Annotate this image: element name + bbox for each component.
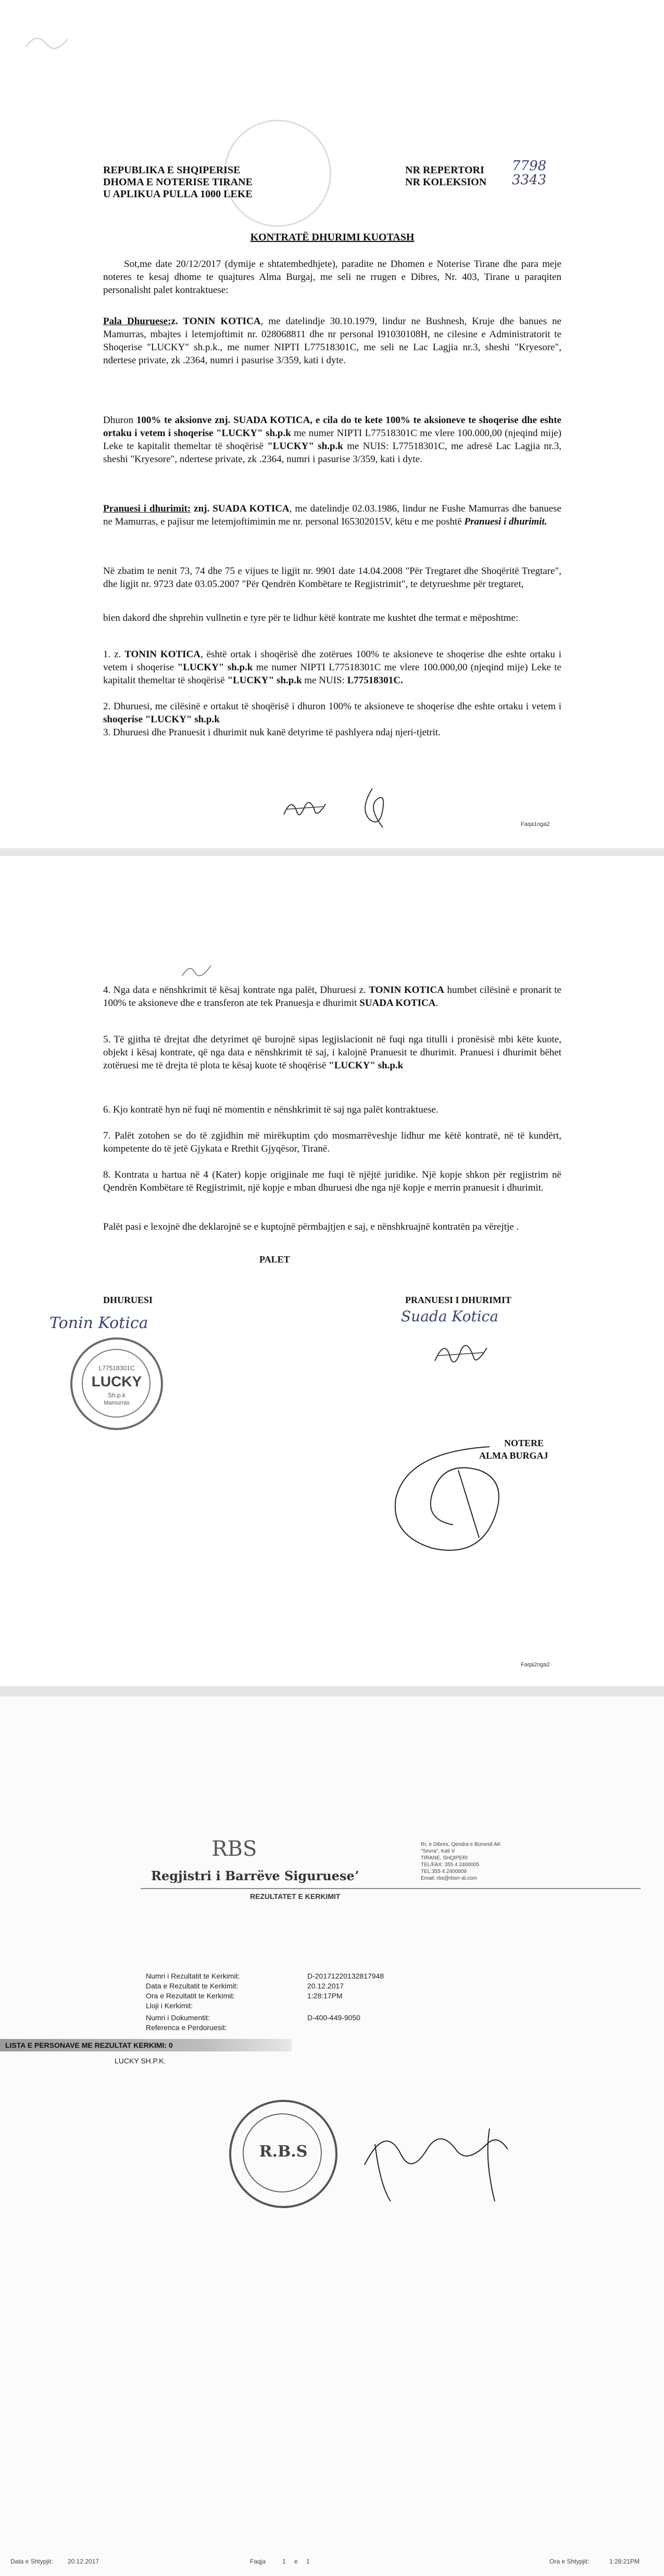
pranues-lead: Pranuesi i dhurimit:: [103, 503, 191, 514]
footer-page-sep: e: [294, 2558, 298, 2565]
footer-time-label: Ora e Shtypjit:: [549, 2558, 590, 2565]
notere-name: ALMA BURGAJ: [479, 1450, 548, 1461]
item-2: [103, 700, 561, 726]
row-label: Ora e Rezultatit te Kerkimit:: [146, 1992, 235, 2000]
header-right: [405, 158, 572, 188]
address-line: Rr. e Dibres, Qendra e Biznesit AK: [421, 1842, 501, 1847]
repertori-label: NR REPERTORI: [405, 164, 484, 176]
intro-paragraph: Sot,me date 20/12/2017 (dymije e shtatembedhjete), paradite ne Dhomen e Noterise Tirane dhe para meje noteres te kesaj dhome te quajtures Alma Burgaj, me seli ne rrugen e Dibres, Nr. 403, Tirane u paraqiten personalisht palet kontraktuese:: [103, 259, 561, 296]
palet-heading: PALET: [259, 1254, 290, 1265]
footer-page-total: 1: [306, 2558, 310, 2565]
page-gap-2: [0, 1686, 664, 1697]
table-row: [146, 1971, 510, 1981]
page-3-rbs: [0, 1697, 664, 2576]
stamp-line-shpk: Sh.p.k: [107, 1392, 126, 1399]
item-1: [103, 648, 561, 687]
pranues-details: , me datelindje 02.03.1986, lindur ne Fushe Mamurras dhe banuese ne Mamurras, e pajisur me letemjoftimimin me nr. personal I65302015V, këtu e me poshtë: [103, 503, 561, 527]
pala-dhuruese-paragraph: [103, 315, 561, 367]
corner-mark-icon: [21, 26, 73, 62]
notere-heading: NOTERE: [504, 1438, 544, 1448]
item5-b: "LUCKY" sh.p.k: [329, 1060, 404, 1071]
pranues-heading: PRANUESI I DHURIMIT: [405, 1295, 512, 1305]
address-line: TEL:355 4 2400009: [421, 1869, 467, 1874]
page-2-label: Faqa2nga2: [521, 1662, 550, 1668]
row-value: 20.12.2017: [307, 1982, 344, 1990]
notary-signature-icon: [385, 1439, 552, 1553]
dhuron-lead: Dhuron: [103, 415, 136, 426]
footer-page: 1: [282, 2558, 286, 2565]
item1-c: , është ortak i shoqërisë dhe zotërues 100% te aksioneve te shoqerise dhe eshte ortaku i vetem i shoqerise: [103, 649, 562, 673]
row-value: D-20171220132817948: [307, 1972, 384, 1980]
table-row: [146, 1981, 510, 1991]
margin-scribble-icon: [180, 960, 216, 981]
item4-a: 4. Nga data e nënshkrimit të kësaj kontrate nga palët, Dhuruesi z.: [103, 985, 369, 996]
signature-pranues: Suada Kotica: [401, 1308, 499, 1325]
item-8: 8. Kontrata u hartua në 4 (Kater) kopje origjinale me fuqi të njëjtë juridike. Një kopje shkon për regjistrim në Qendrën Kombëtare të Regjistrimit, një kopje e mban dhuruesi dhe nga një kopje e merrin pranuesit i dhurimit.: [103, 1169, 561, 1193]
address-line: TIRANE, SHQIPERI: [421, 1855, 468, 1861]
item1-a: 1. z.: [103, 649, 125, 660]
lucky-company-stamp: [70, 1337, 163, 1430]
dhuruesi-heading: DHURUESI: [103, 1295, 153, 1305]
table-row: [146, 1991, 510, 2001]
dhuron-bold: 100% te aksionve znj. SUADA KOTICA, e cila do te kete 100% te aksioneve te shoqerise dhe eshte ortaku i vetem i shoqerise "LUCKY" sh.p.k: [103, 415, 561, 439]
header-left: [103, 164, 364, 200]
table-row: [146, 2023, 510, 2033]
dhuron-tail: me NUIS: L77518301C, me adresë Lac Lagjia nr.3, sheshi "Kryesore", ndertese private, zk .2364, numri i pasurise 3/359, kati i dyte.: [103, 441, 561, 465]
row-label: Data e Rezultatit te Kerkimit:: [146, 1982, 239, 1990]
item4-c: humbet cilësinë e pronarit te 100% te aksioneve dhe e transferon ate tek Pranuesja e dhurimit: [103, 985, 562, 1009]
list-title: LISTA E PERSONAVE ME REZULTAT KERKIMI: 0: [5, 2041, 173, 2049]
law-paragraph: Në zbatim te nenit 73, 74 dhe 75 e vijues te ligjit nr. 9901 date 14.04.2008 "Për Tregtaret dhe Shoqëritë Tregtare", dhe ligjit nr. 9723 date 03.05.2007 "Për Qendrën Kombëtare te Regjistrimit", te detyrueshme për tregtaret,: [103, 566, 561, 590]
item-3: 3. Dhuruesi dhe Pranuesit i dhurimit nuk kanë detyrime të pashlyera ndaj njeri-tjetrit.: [103, 727, 441, 738]
address-line: Email: rbs@rbsrr-al.com: [421, 1876, 477, 1881]
koleksion-value: 3343: [512, 172, 547, 188]
rbs-logo-letters: RBS: [211, 1837, 257, 1861]
address-line: TEL/FAX: 355 4 2400005: [421, 1862, 480, 1868]
table-row: [146, 2013, 510, 2023]
results-table: [146, 1971, 510, 2033]
rbs-footer: [10, 2558, 656, 2568]
stamp-line-place: Mamurras: [104, 1400, 130, 1406]
item4-e: .: [435, 998, 439, 1009]
signature-dhuruesi-initials: [281, 794, 328, 822]
page-1-label: Faqa1nga2: [521, 821, 550, 827]
header-line-3: U APLIKUA PULLA 1000 LEKE: [103, 188, 253, 200]
item4-b: TONIN KOTICA: [369, 985, 444, 996]
page-gap-1: [0, 848, 664, 856]
footer-page-label: Faqja: [250, 2558, 266, 2565]
item1-b: TONIN KOTICA: [124, 649, 201, 660]
pala-lead: Pala Dhuruese:: [103, 316, 171, 327]
page-2: [0, 856, 664, 1686]
page-1: [0, 0, 664, 848]
koleksion-label: NR KOLEKSION: [405, 176, 487, 188]
rbs-stamp: [229, 2100, 337, 2208]
item-7: 7. Palët zotohen se do të zgjidhin më mirëkuptim çdo mosmarrëveshje lidhur me këtë kontratë, në të kundërt, kompetente do të jetë Gjykata e Rrethit Gjyqësor, Tiranë.: [103, 1130, 561, 1154]
item1-f: "LUCKY" sh.p.k: [227, 675, 302, 686]
row-label: Numri i Dokumentit:: [146, 2013, 210, 2022]
item-5: [103, 1033, 561, 1072]
rbs-logo: [211, 1837, 258, 1863]
item1-d: "LUCKY" sh.p.k: [177, 662, 253, 673]
list-header-bar: [0, 2039, 292, 2051]
pranues-italic: Pranuesi i dhurimit.: [464, 516, 547, 527]
footer-date-label: Data e Shtypjit:: [10, 2558, 53, 2565]
pala-name: z. TONIN KOTICA: [171, 316, 261, 327]
item-4: [103, 984, 561, 1010]
rbs-signature-icon: [354, 2102, 521, 2207]
signature-dhuruesi: Tonin Kotica: [49, 1314, 148, 1332]
pranues-paragraph: [103, 502, 561, 528]
agree-paragraph: bien dakord dhe shprehin vullnetin e tyre për te lidhur këtë kontrate me kushtet dhe termat e mëposhtme:: [103, 613, 519, 623]
row-label: Numri i Rezultatit te Kerkimit:: [146, 1972, 240, 1980]
item4-d: SUADA KOTICA: [359, 998, 436, 1009]
pala-details: , me datelindje 30.10.1979, lindur ne Bushnesh, Kruje dhe banues ne Mamurras, mbajtes i letemjoftimit nr. 028068811 dhe nr personal I91030108H, ne cilesine e Administratorit te Shoqerise "LUCKY" sh.p.k., me numer NIPTI L77518301C, me seli ne Lac Lagjia nr.3, sheshi "Kryesore", ndertese private, zk .2364, numri i pasurise 3/359, kati i dyte.: [103, 316, 561, 366]
row-value: D-400-449-9050: [307, 2013, 360, 2022]
closing-paragraph: Palët pasi e lexojnë dhe deklarojnë se e kuptojnë përmbajtjen e saj, e nënshkruajnë kontratën pa vërejtje .: [103, 1221, 519, 1232]
contract-title: KONTRATË DHURIMI KUOTASH: [250, 232, 415, 243]
dhuron-rest: me numer NIPTI L77518301C me vlere 100.000,00 (njeqind mije) Leke te kapitalit themeltar të shoqërisë: [103, 428, 561, 452]
dhuron-paragraph: [103, 414, 561, 466]
row-label: Referenca e Perdoruesit:: [146, 2023, 227, 2032]
item1-g: me NUIS:: [302, 675, 347, 686]
stamp-line-lucky: LUCKY: [91, 1373, 142, 1389]
item2-b: shoqerise "LUCKY" sh.p.k: [103, 714, 220, 725]
header-line-2: DHOMA E NOTERISE TIRANE: [103, 176, 253, 188]
item2-a: 2. Dhuruesi, me cilësinë e ortakut të shoqërisë i dhuron 100% te aksioneve te shoqerise dhe eshte ortaku i vetem i: [103, 701, 561, 712]
footer-date: 20.12.2017: [68, 2558, 99, 2565]
signature-notary-initials: [354, 786, 391, 830]
rbs-divider: [141, 1888, 641, 1889]
row-value: 1:28:17PM: [307, 1992, 343, 2000]
signature-pranues-initials: [432, 1335, 490, 1371]
list-item: LUCKY SH.P.K.: [115, 2057, 166, 2065]
item1-e: me numer NIPTI L77518301C me vlere 100.000,00 (njeqind mije) Leke te kapitalit themeltar të shoqërisë: [103, 662, 561, 686]
pranues-name: znj. SUADA KOTICA: [191, 503, 290, 514]
rbs-title: Regjistri i Barrëve Sigurueseʼ: [151, 1868, 359, 1883]
repertori-value: 7798: [512, 158, 547, 174]
row-label: Lloji i Kerkimit:: [146, 2001, 193, 2010]
results-title: REZULTATET E KERKIMIT: [250, 1892, 341, 1901]
item5-a: 5. Të gjitha të drejtat dhe detyrimet që burojnë sipas legjislacionit në fuqi nga titulli i pronësisë mbi këte kuote, objekt i kësaj kontrate, që nga data e nënshkrimit të saj, i kalojnë Pranuesit te dhurimit. Pranuesi i dhurimit bëhet zotëruesi me të drejta të plota te kësaj kuote të shoqërisë: [103, 1034, 561, 1071]
rbs-stamp-text: R.B.S: [259, 2143, 308, 2161]
address-line: "Sevra", Kati V: [421, 1848, 455, 1854]
header-line-1: REPUBLIKA E SHQIPERISE: [103, 164, 241, 176]
footer-time: 1:28:21PM: [609, 2558, 640, 2565]
item1-h: L77518301C.: [347, 675, 403, 686]
rbs-address: [421, 1841, 500, 1882]
stamp-line-nipt: L77518301C: [98, 1364, 135, 1372]
item-6: 6. Kjo kontratë hyn në fuqi në momentin e nënshkrimit të saj nga palët kontraktuese.: [103, 1104, 439, 1115]
dhuron-company: "LUCKY" sh.p.k: [267, 441, 343, 452]
table-row: [146, 2001, 510, 2011]
